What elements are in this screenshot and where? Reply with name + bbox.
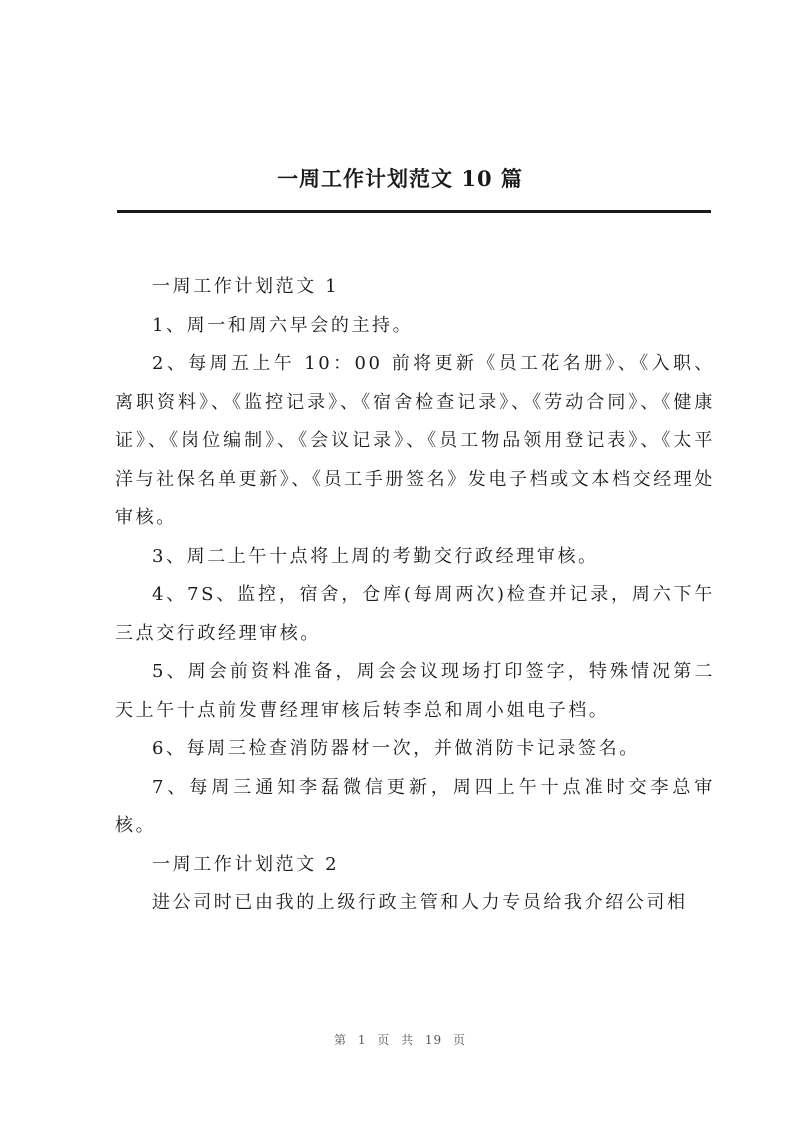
page-title: 一周工作计划范文 10 篇 bbox=[277, 166, 523, 191]
paragraph-item-6: 6、每周三检查消防器材一次，并做消防卡记录签名。 bbox=[152, 738, 640, 759]
section-heading-2: 一周工作计划范文 2 bbox=[152, 853, 340, 875]
document-body bbox=[115, 268, 715, 923]
title-divider bbox=[117, 210, 711, 213]
paragraph-item-7: 7、每周三通知李磊微信更新，周四上午十点准时交李总审核。 bbox=[115, 776, 715, 836]
paragraph-item-5: 5、周会前资料准备，周会会议现场打印签字，特殊情况第二天上午十点前发曹经理审核后转李总和周小姐电子档。 bbox=[115, 661, 715, 721]
page-number-footer: 第 1 页 共 19 页 bbox=[334, 1033, 466, 1047]
paragraph-item-4: 4、7S、监控，宿舍，仓库(每周两次)检查并记录，周六下午三点交行政经理审核。 bbox=[115, 584, 715, 644]
paragraph-item-1: 1、周一和周六早会的主持。 bbox=[152, 314, 414, 336]
paragraph-intro: 进公司时已由我的上级行政主管和人力专员给我介绍公司相 bbox=[152, 892, 688, 913]
paragraph-item-2: 2、每周五上午 10：00 前将更新《员工花名册》、《入职、离职资料》、《监控记录》、《宿舍检查记录》、《劳动合同》、《健康证》、《岗位编制》、《会议记录》、《员工物品领用登记表》、《太平洋与社保名单更新》、《员工手册签名》发电子档或文本档交经理处审核。 bbox=[115, 353, 715, 528]
section-heading-1: 一周工作计划范文 1 bbox=[152, 276, 340, 297]
paragraph-item-3: 3、周二上午十点将上周的考勤交行政经理审核。 bbox=[152, 545, 599, 567]
